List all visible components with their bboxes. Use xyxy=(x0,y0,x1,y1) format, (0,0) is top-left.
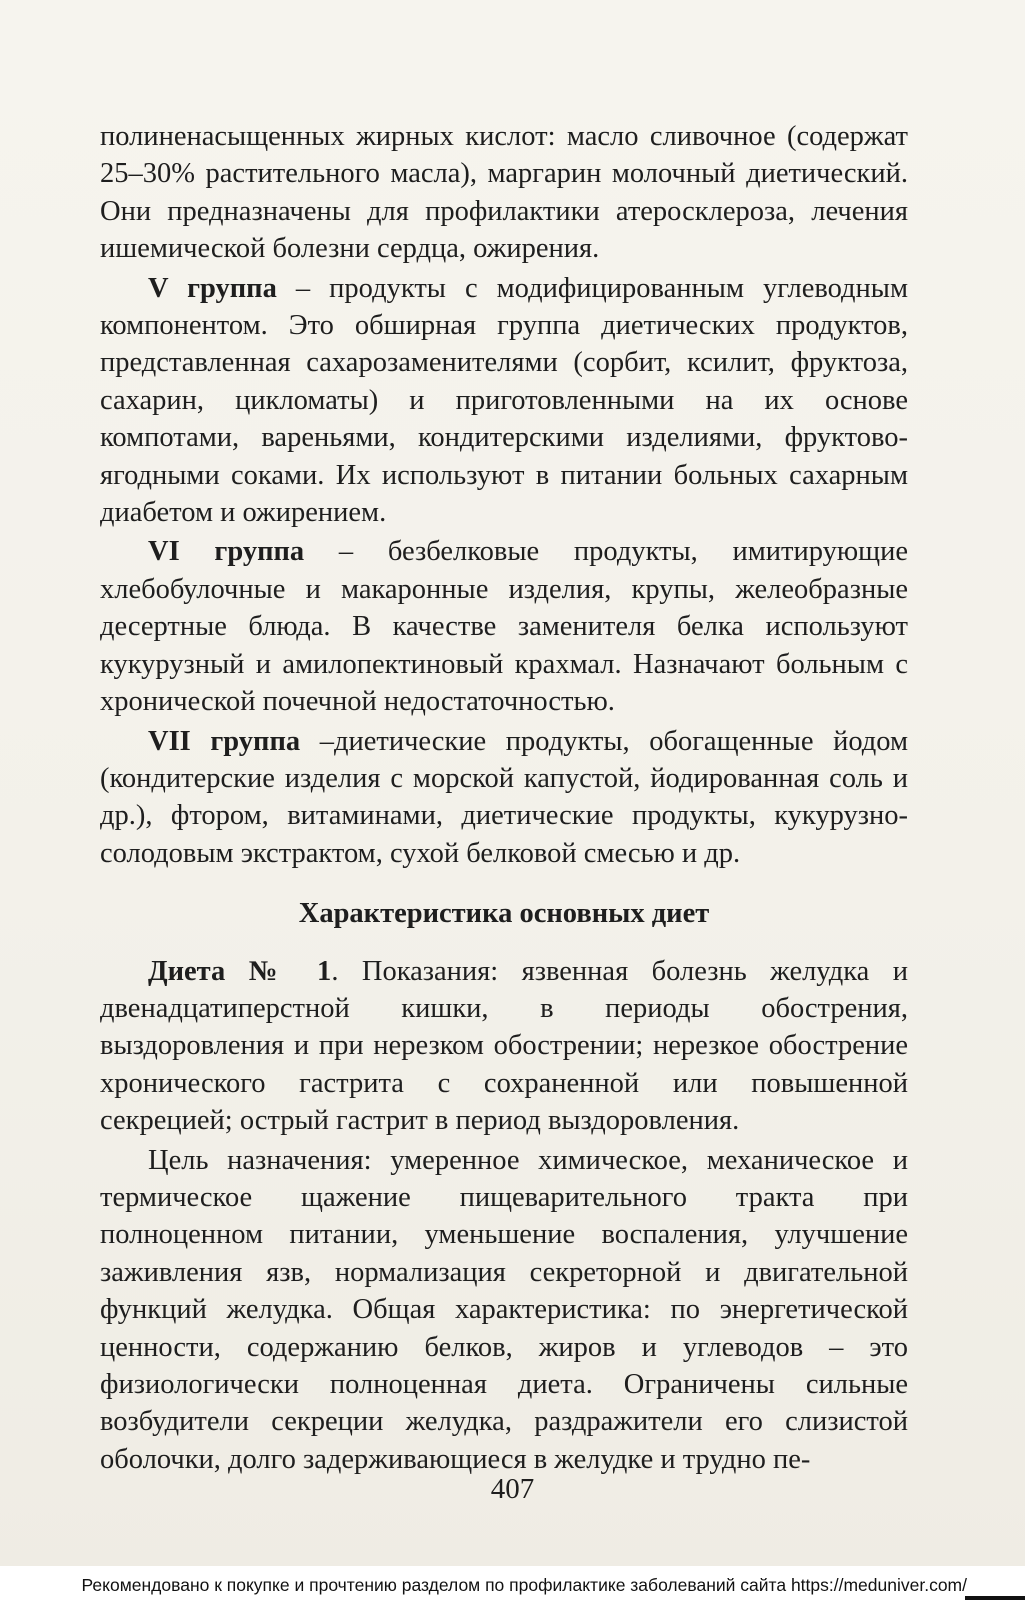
diet-1-text: . Показания: язвенная болезнь желудка и двенадцатиперстной кишки, в периоды обострения, выздоровления и при нерезком обострении; нерезкое обострение хронического гастрита с сохраненной или повышенной секрецией; острый гастрит в период выздоровления. xyxy=(100,955,909,1137)
purpose-paragraph: Цель назначения: умеренное химическое, механическое и термическое щажение пищеварительного тракта при полноценном питании, уменьшение воспаления, улучшение заживления язв, нормализация секреторной и двигательной функций желудка. Общая характеристика: по энергетической ценности, содержанию белков, жиров и углеводов – это физиологически полноценная диета. Ограничены сильные возбудители секреции желудка, раздражители его слизистой оболочки, долго задерживающиеся в желудке и трудно пе- xyxy=(100,1144,908,1475)
group-v-paragraph xyxy=(100,270,908,532)
section-heading: Характеристика основных диет xyxy=(298,898,710,930)
group-v-lead: V группа xyxy=(148,272,277,304)
intro-paragraph: полиненасыщенных жирных кислот: масло сливочное (содержат 25–30% растительного масла), маргарин молочный диетический. Они предназначены для профилактики атеросклероза, лечения ишемической болезни сердца, ожирения. xyxy=(100,121,908,265)
group-vi-paragraph xyxy=(100,533,908,720)
group-vii-text: –диетические продукты, обогащенные йодом (кондитерские изделия с морской капустой, йодированная соль и др.), фтором, витаминами, диетические продукты, кукурузно-солодовым экстрактом, сухой белковой смесью и др. xyxy=(100,725,908,869)
footer-banner xyxy=(0,1566,1025,1600)
diet-1-paragraph xyxy=(100,953,908,1140)
group-vi-text: – безбелковые продукты, имитирующие хлебобулочные и макаронные изделия, крупы, желеобразные десертные блюда. В качестве заменителя белка используют кукурузный и амилопектиновый крахмал. Назначают больным с хронической почечной недостаточностью. xyxy=(100,536,909,718)
diet-1-lead: Диета № 1 xyxy=(148,955,332,987)
group-vi-lead: VI группа xyxy=(148,536,305,568)
group-v-text: – продукты с модифицированным углеводным компонентом. Это обширная группа диетических продуктов, представленная сахарозаменителями (сорбит, ксилит, фруктоза, сахарин, цикломаты) и приготовленными на их основе компотами, вареньями, кондитерскими изделиями, фруктово-ягодными соками. Их используют в питании больных сахарным диабетом и ожирением. xyxy=(100,272,908,529)
group-vii-paragraph xyxy=(100,723,908,873)
footer-recommendation-text[interactable]: Рекомендовано к покупке и прочтению разделом по профилактике заболеваний сайта https://meduniver.com/ xyxy=(81,1575,967,1595)
footer-underline-bar xyxy=(965,1596,1025,1600)
page-number: 407 xyxy=(490,1473,535,1505)
group-vii-lead: VII группа xyxy=(148,725,301,757)
page-body-text xyxy=(100,118,908,1478)
